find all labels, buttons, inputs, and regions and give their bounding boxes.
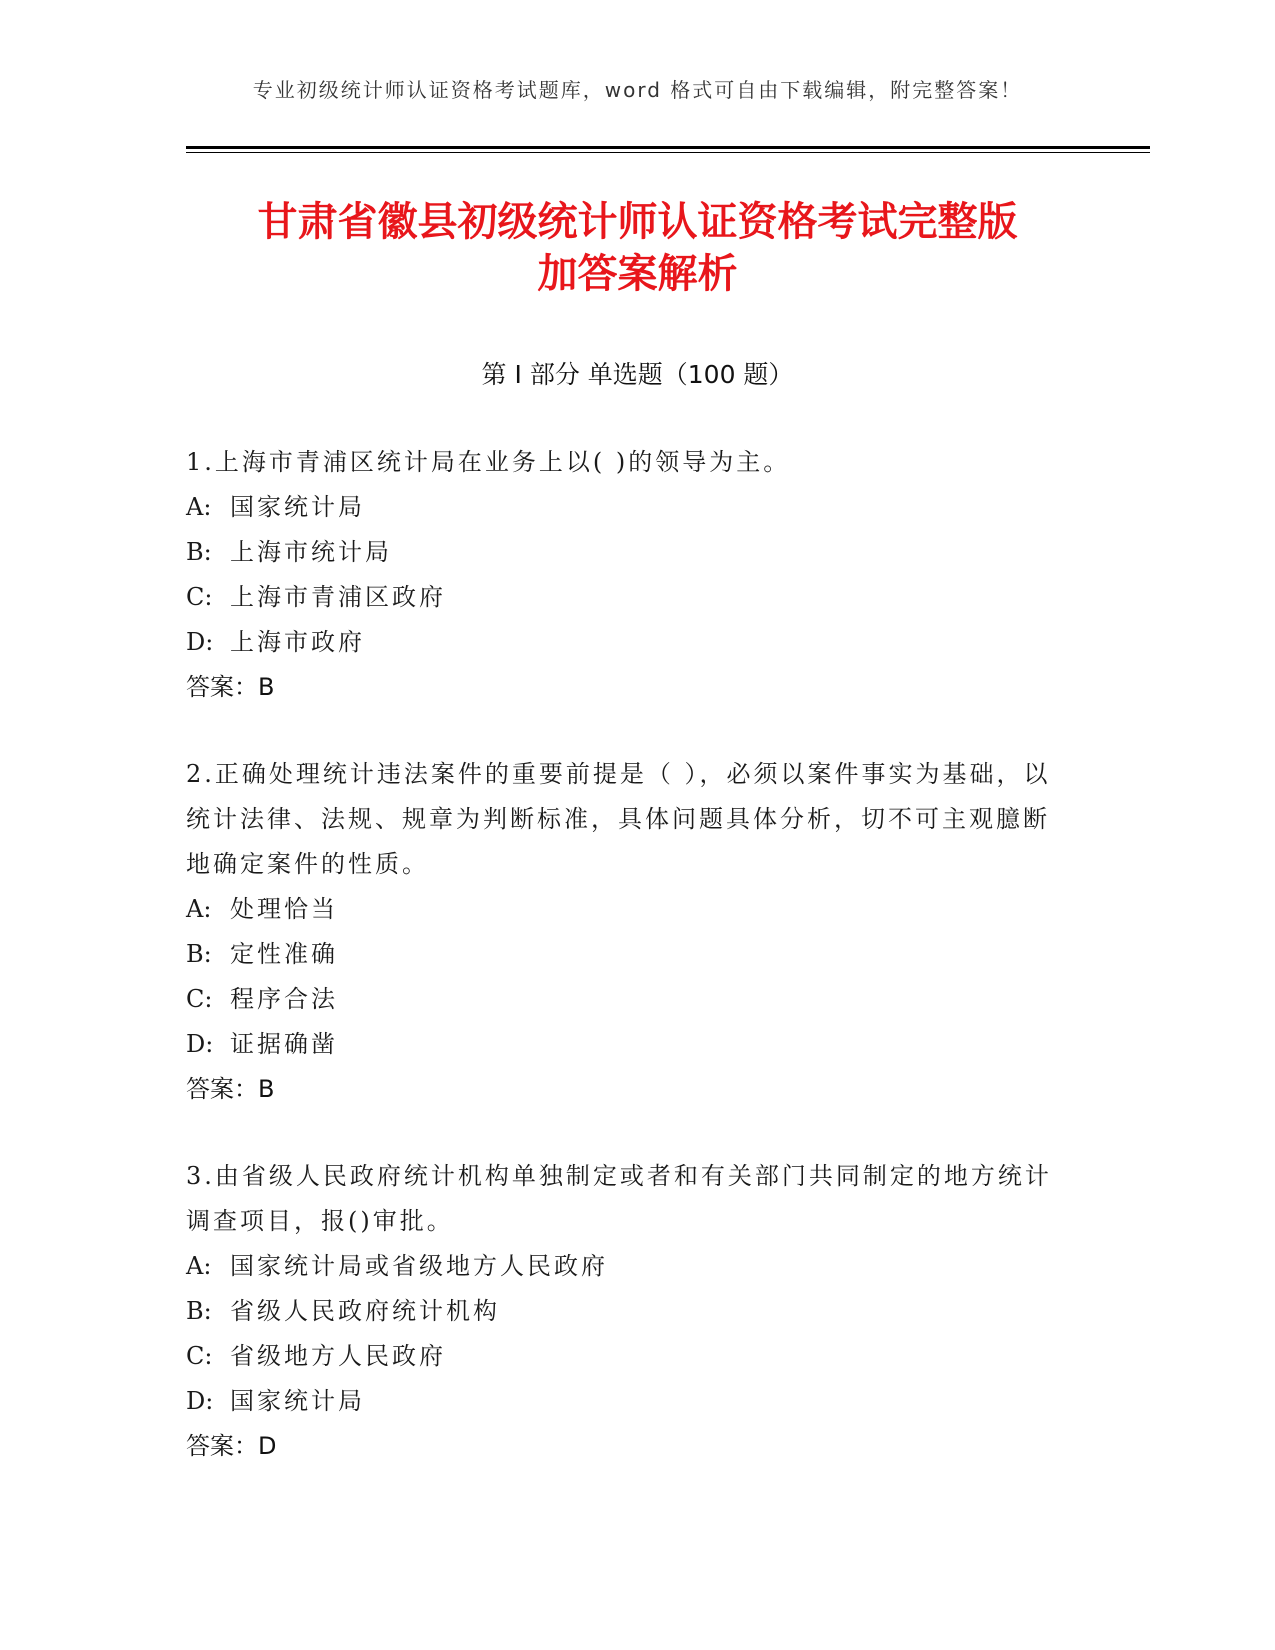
option-key: A: — [186, 493, 212, 521]
option-d — [186, 1379, 1066, 1424]
section-heading: 第 I 部分 单选题（100 题） — [481, 360, 794, 389]
option-key: D: — [186, 628, 214, 656]
title-line-1: 甘肃省徽县初级统计师认证资格考试完整版 — [257, 199, 1018, 245]
option-d — [186, 620, 1066, 665]
option-a — [186, 1244, 1066, 1289]
question-3 — [186, 1154, 1066, 1469]
option-c — [186, 1334, 1066, 1379]
document-title — [150, 196, 1125, 300]
question-2 — [186, 752, 1066, 1112]
option-key: D: — [186, 1387, 214, 1415]
option-a — [186, 485, 1066, 530]
option-key: B: — [186, 538, 212, 566]
option-key: C: — [186, 583, 213, 611]
option-text: 省级人民政府统计机构 — [230, 1297, 500, 1325]
question-stem: 2.正确处理统计违法案件的重要前提是（ ），必须以案件事实为基础，以统计法律、法规、规章为判断标准，具体问题具体分析，切不可主观臆断地确定案件的性质。 — [186, 760, 1051, 878]
option-key: A: — [186, 895, 212, 923]
option-b — [186, 932, 1066, 977]
answer-line: 答案：D — [186, 1432, 277, 1460]
option-key: D: — [186, 1030, 214, 1058]
option-b — [186, 1289, 1066, 1334]
option-text: 上海市青浦区政府 — [230, 583, 446, 611]
option-text: 程序合法 — [230, 985, 338, 1013]
option-text: 国家统计局或省级地方人民政府 — [230, 1252, 608, 1280]
option-key: A: — [186, 1252, 212, 1280]
option-text: 处理恰当 — [230, 895, 338, 923]
question-stem: 3.由省级人民政府统计机构单独制定或者和有关部门共同制定的地方统计调查项目，报()审批。 — [186, 1162, 1052, 1235]
option-text: 定性准确 — [230, 940, 338, 968]
answer-line: 答案：B — [186, 673, 275, 701]
answer-line: 答案：B — [186, 1075, 275, 1103]
option-key: C: — [186, 1342, 213, 1370]
option-text: 上海市政府 — [230, 628, 365, 656]
option-text: 证据确凿 — [230, 1030, 338, 1058]
question-list — [186, 440, 1066, 1511]
option-d — [186, 1022, 1066, 1067]
option-text: 国家统计局 — [230, 1387, 365, 1415]
header-rule-thick — [186, 146, 1150, 149]
option-text: 上海市统计局 — [230, 538, 392, 566]
question-1 — [186, 440, 1066, 710]
option-key: B: — [186, 940, 212, 968]
option-c — [186, 977, 1066, 1022]
option-c — [186, 575, 1066, 620]
option-a — [186, 887, 1066, 932]
title-line-2: 加答案解析 — [537, 251, 738, 297]
question-stem: 1.上海市青浦区统计局在业务上以( )的领导为主。 — [186, 448, 791, 476]
header-rule-thin — [186, 152, 1150, 153]
option-text: 省级地方人民政府 — [230, 1342, 446, 1370]
option-key: C: — [186, 985, 213, 1013]
option-text: 国家统计局 — [230, 493, 365, 521]
option-key: B: — [186, 1297, 212, 1325]
option-b — [186, 530, 1066, 575]
header-note: 专业初级统计师认证资格考试题库，word 格式可自由下载编辑，附完整答案！ — [252, 78, 1023, 102]
